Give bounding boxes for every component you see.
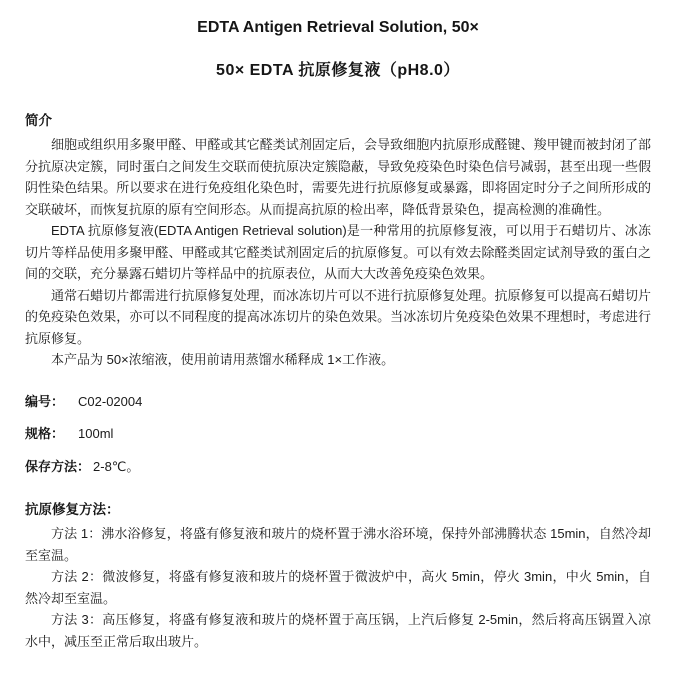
intro-section-heading: 简介 [25, 113, 52, 128]
storage-label: 保存方法： [25, 458, 91, 474]
document-title-chinese: 50× EDTA 抗原修复液（pH8.0） [216, 62, 460, 79]
intro-paragraph-3: 通常石蜡切片都需进行抗原修复处理，而冰冻切片可以不进行抗原修复处理。抗原修复可以提高石蜡切片的免疫染色效果，亦可以不同程度的提高冰冻切片的染色效果。当冰冻切片免疫染色效果不理想时，考虑进行抗原修复。 [25, 287, 651, 346]
intro-paragraph-4: 本产品为 50×浓缩液，使用前请用蒸馏水稀释成 1×工作液。 [51, 352, 395, 367]
method-paragraph-3: 方法 3：高压修复，将盛有修复液和玻片的烧杯置于高压锅，上汽后修复 2-5min，然后将高压锅置入凉水中，减压至正常后取出玻片。 [25, 612, 651, 649]
size-label: 规格： [25, 426, 65, 441]
product-fields [25, 391, 651, 478]
size-value: 100ml [78, 426, 114, 441]
catalog-number-label: 编号： [25, 393, 65, 409]
field-row-catalog-number [25, 391, 651, 413]
storage-value: 2-8℃。 [93, 458, 140, 474]
intro-paragraph-2: EDTA 抗原修复液(EDTA Antigen Retrieval solution)是一种常用的抗原修复液，可以用于石蜡切片、冰冻切片等样品使用多聚甲醛、甲醛或其它醛类试剂固定后的抗原修复。可以有效去除醛类固定试剂导致的蛋白之间的交联，充分暴露石蜡切片等样品中的抗原表位，从而大大改善免疫染色效果。 [25, 223, 651, 281]
field-row-size [25, 423, 651, 445]
document-title-english: EDTA Antigen Retrieval Solution, 50× [197, 19, 479, 36]
methods-section [25, 523, 651, 652]
methods-section-heading: 抗原修复方法： [25, 502, 120, 517]
intro-section [25, 134, 651, 371]
catalog-number-value: C02-02004 [78, 393, 143, 409]
field-row-storage [25, 456, 651, 478]
method-paragraph-2: 方法 2：微波修复，将盛有修复液和玻片的烧杯置于微波炉中，高火 5min，停火 3min，中火 5min，自然冷却至室温。 [25, 569, 651, 606]
intro-paragraph-1: 细胞或组织用多聚甲醛、甲醛或其它醛类试剂固定后，会导致细胞内抗原形成醛键、羧甲键而被封闭了部分抗原决定簇，同时蛋白之间发生交联而使抗原决定簇隐蔽，导致免疫染色时染色信号减弱，甚至出现一些假阴性染色结果。所以要求在进行免疫组化染色时，需要先进行抗原修复或暴露，即将固定时分子之间所形成的交联破坏，而恢复抗原的原有空间形态。从而提高抗原的检出率，降低背景染色，提高检测的准确性。 [25, 137, 651, 217]
method-paragraph-1: 方法 1：沸水浴修复，将盛有修复液和玻片的烧杯置于沸水浴环境，保持外部沸腾状态 15min，自然冷却至室温。 [25, 526, 651, 563]
